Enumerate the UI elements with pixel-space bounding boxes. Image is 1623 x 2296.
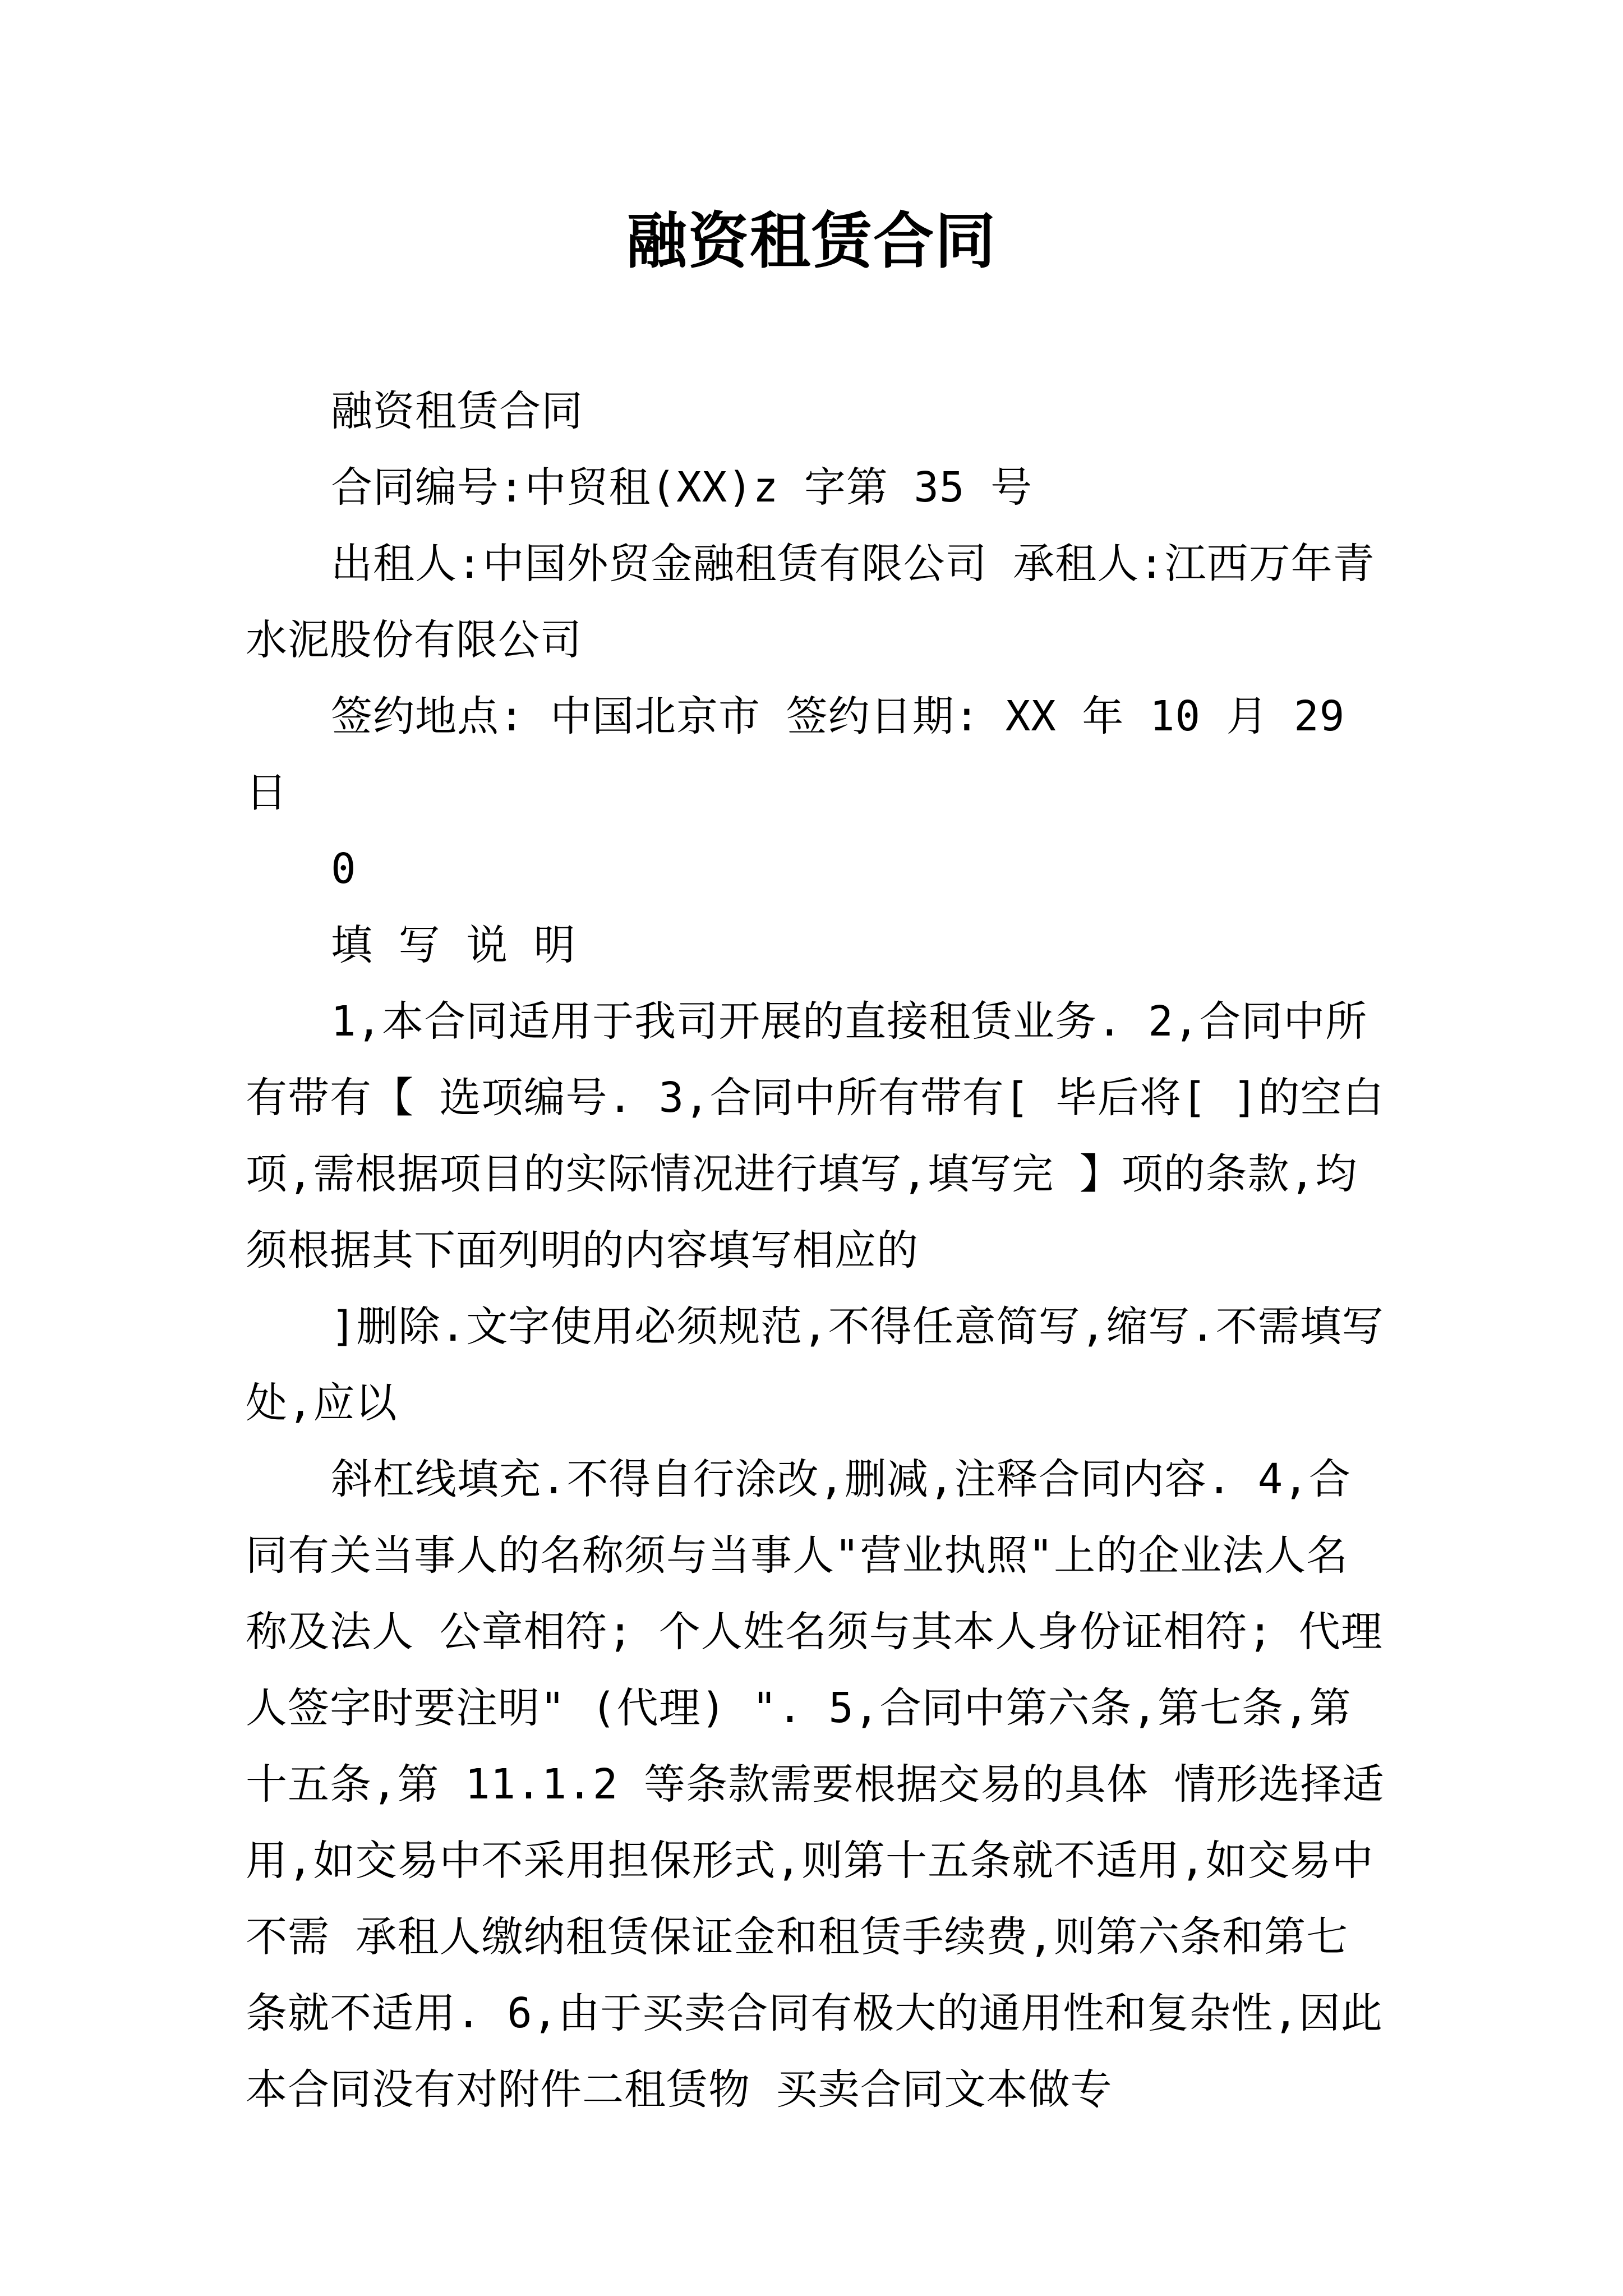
paragraph-instructions-heading: 填 写 说 明: [331, 921, 576, 969]
document-title: 融资租赁合同: [626, 206, 997, 277]
paragraph-contract-number: 合同编号:中贸租(XX)z 字第 35 号: [331, 463, 1033, 512]
document-body: [246, 373, 1390, 2128]
paragraph-instructions-2: ]删除.文字使用必须规范,不得任意简写,缩写.不需填写处,应以: [246, 1303, 1384, 1427]
paragraph-instructions-3: 斜杠线填充.不得自行涂改,删减,注释合同内容. 4,合同有关当事人的名称须与当事人"营业执照"上的企业法人名称及法人 公章相符; 个人姓名须与其本人身份证相符; 代理人签字时要注明" (代理) ". 5,合同中第六条,第七条,第十五条,第 11.1.2 等条款需要根据交易的具体 情形选择适用,如交易中不采用担保形式,则第十五条就不适用,如交易中不需 承租人缴纳租赁保证金和租赁手续费,则第六条和第七条就不适用. 6,由于买卖合同有极大的通用性和复杂性,因此本合同没有对附件二租赁物 买卖合同文本做专: [246, 1455, 1385, 2114]
paragraph-parties: 出租人:中国外贸金融租赁有限公司 承租人:江西万年青水泥股份有限公司: [246, 540, 1375, 664]
paragraph-signing-info: 签约地点: 中国北京市 签约日期: XX 年 10 月 29 日: [246, 692, 1345, 817]
paragraph-zero: 0: [331, 845, 357, 893]
paragraph-instructions-1: 1,本合同适用于我司开展的直接租赁业务. 2,合同中所有带有【 选项编号. 3,合同中所有带有[ 毕后将[ ]的空白项,需根据项目的实际情况进行填写,填写完 】项的条款,均须根据其下面列明的内容填写相应的: [246, 997, 1385, 1274]
paragraph-heading: 融资租赁合同: [331, 387, 583, 435]
